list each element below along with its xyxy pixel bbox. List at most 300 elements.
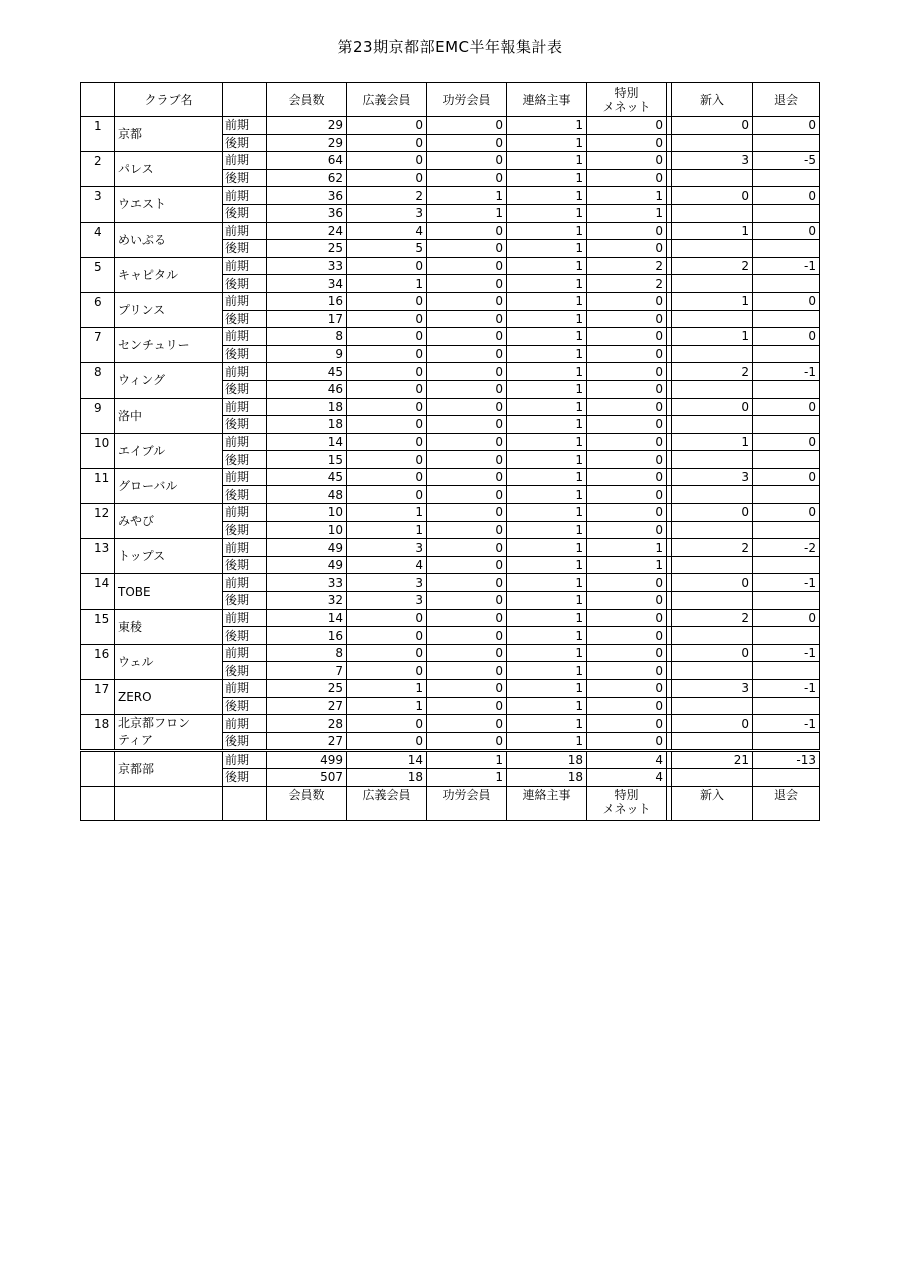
cell-renraku: 1 [507,556,587,574]
cell-special: 1 [587,204,667,222]
cell-kougi: 0 [347,134,427,152]
period-label: 前期 [223,751,267,769]
cell-new [672,275,753,293]
cell-kourou: 0 [427,556,507,574]
club-row [81,574,820,592]
cell-members: 48 [267,486,347,504]
period-label: 前期 [223,187,267,205]
cell-renraku: 1 [507,504,587,522]
cell-new: 2 [672,609,753,627]
cell-special: 0 [587,222,667,240]
cell-members: 49 [267,539,347,557]
cell-kougi: 0 [347,363,427,381]
club-name [115,715,223,751]
cell-renraku: 1 [507,117,587,135]
total-rows [81,751,820,821]
period-label: 前期 [223,117,267,135]
cell-kourou: 0 [427,363,507,381]
cell-renraku: 1 [507,169,587,187]
header-retire: 退会 [753,83,820,117]
cell-new: 0 [672,715,753,733]
period-label: 後期 [223,556,267,574]
cell-members: 9 [267,345,347,363]
club-name: 洛中 [115,398,223,433]
cell-members: 7 [267,662,347,680]
total-number [81,751,115,787]
period-label: 後期 [223,416,267,434]
cell-special: 0 [587,117,667,135]
footer-special-line2: メネット [602,801,651,816]
cell-new [672,592,753,610]
cell-members: 15 [267,451,347,469]
page-title: 第23期京都部EMC半年報集計表 [337,38,563,56]
cell-special: 0 [587,363,667,381]
cell-kourou: 0 [427,398,507,416]
cell-retire: -1 [753,574,820,592]
period-label: 後期 [223,769,267,787]
cell-kougi: 0 [347,609,427,627]
cell-members: 36 [267,187,347,205]
cell-kourou: 0 [427,662,507,680]
cell-new: 0 [672,644,753,662]
cell-retire [753,769,820,787]
club-name: 東稜 [115,609,223,644]
cell-members: 10 [267,521,347,539]
club-row [81,328,820,346]
footer-special [587,786,667,820]
cell-kougi: 0 [347,662,427,680]
club-row [81,609,820,627]
header-members: 会員数 [267,83,347,117]
cell-special: 0 [587,486,667,504]
club-number: 13 [81,539,115,574]
header-special-line2: メネット [602,99,651,114]
club-row [81,222,820,240]
club-rows [81,117,820,751]
cell-retire: 0 [753,292,820,310]
cell-renraku: 1 [507,715,587,733]
table-header-row [81,83,820,117]
period-label: 前期 [223,539,267,557]
cell-members: 25 [267,240,347,258]
club-row [81,680,820,698]
club-row [81,152,820,170]
header-new: 新入 [672,83,753,117]
cell-members: 10 [267,504,347,522]
cell-members: 33 [267,257,347,275]
cell-renraku: 1 [507,204,587,222]
cell-new [672,380,753,398]
cell-new: 0 [672,117,753,135]
club-number: 1 [81,117,115,152]
cell-new: 2 [672,539,753,557]
cell-kourou: 0 [427,416,507,434]
cell-special: 4 [587,769,667,787]
cell-members: 18 [267,416,347,434]
cell-members: 25 [267,680,347,698]
cell-members: 27 [267,732,347,750]
club-name: トップス [115,539,223,574]
cell-kourou: 1 [427,751,507,769]
cell-special: 0 [587,134,667,152]
cell-new [672,769,753,787]
cell-renraku: 1 [507,592,587,610]
cell-retire [753,451,820,469]
period-label: 後期 [223,451,267,469]
period-label: 後期 [223,697,267,715]
cell-special: 0 [587,715,667,733]
header-kourou: 功労会員 [427,83,507,117]
table-footer-header-row [81,786,820,820]
cell-kougi: 3 [347,539,427,557]
cell-members: 8 [267,328,347,346]
cell-kougi: 1 [347,680,427,698]
cell-renraku: 1 [507,539,587,557]
cell-special: 2 [587,275,667,293]
cell-kourou: 0 [427,574,507,592]
period-label: 後期 [223,310,267,328]
cell-retire: -13 [753,751,820,769]
period-label: 前期 [223,574,267,592]
cell-new: 1 [672,328,753,346]
cell-renraku: 1 [507,222,587,240]
cell-kougi: 0 [347,486,427,504]
period-label: 前期 [223,644,267,662]
cell-retire: -1 [753,257,820,275]
cell-retire [753,310,820,328]
cell-new [672,732,753,750]
cell-new [672,521,753,539]
cell-retire [753,627,820,645]
cell-renraku: 1 [507,275,587,293]
cell-kourou: 0 [427,697,507,715]
cell-renraku: 1 [507,680,587,698]
cell-kourou: 0 [427,152,507,170]
club-number: 3 [81,187,115,222]
cell-kougi: 0 [347,627,427,645]
cell-special: 0 [587,680,667,698]
period-label: 後期 [223,134,267,152]
cell-kougi: 3 [347,574,427,592]
club-number: 17 [81,680,115,715]
club-name-line: 北京都フロン [118,716,191,731]
cell-retire: -1 [753,644,820,662]
cell-members: 14 [267,609,347,627]
cell-special: 0 [587,644,667,662]
cell-renraku: 1 [507,380,587,398]
cell-kourou: 0 [427,521,507,539]
cell-kourou: 0 [427,627,507,645]
cell-kourou: 0 [427,504,507,522]
cell-kougi: 5 [347,240,427,258]
cell-special: 0 [587,292,667,310]
club-number: 12 [81,504,115,539]
footer-members: 会員数 [267,786,347,820]
cell-kougi: 1 [347,521,427,539]
cell-new [672,345,753,363]
period-label: 後期 [223,380,267,398]
cell-new: 0 [672,187,753,205]
cell-new [672,240,753,258]
period-label: 前期 [223,398,267,416]
cell-special: 2 [587,257,667,275]
footer-period [223,786,267,820]
cell-retire [753,380,820,398]
club-name: グローバル [115,468,223,503]
summary-table [80,82,820,821]
cell-special: 0 [587,240,667,258]
cell-kougi: 0 [347,715,427,733]
header-special-line1: 特別 [614,85,639,100]
club-row [81,715,820,733]
cell-retire [753,275,820,293]
cell-special: 0 [587,662,667,680]
cell-kougi: 0 [347,451,427,469]
cell-members: 34 [267,275,347,293]
cell-members: 17 [267,310,347,328]
cell-new: 0 [672,504,753,522]
cell-kourou: 0 [427,451,507,469]
footer-club [115,786,223,820]
cell-special: 0 [587,310,667,328]
cell-new: 1 [672,433,753,451]
cell-new: 3 [672,152,753,170]
club-row [81,292,820,310]
period-label: 後期 [223,240,267,258]
cell-kougi: 0 [347,732,427,750]
cell-retire: 0 [753,328,820,346]
period-label: 前期 [223,504,267,522]
cell-kourou: 0 [427,486,507,504]
cell-new [672,556,753,574]
cell-new: 0 [672,398,753,416]
cell-members: 24 [267,222,347,240]
cell-kourou: 0 [427,380,507,398]
cell-special: 1 [587,556,667,574]
club-number: 7 [81,328,115,363]
period-label: 後期 [223,732,267,750]
cell-special: 1 [587,539,667,557]
cell-kougi: 0 [347,416,427,434]
cell-renraku: 1 [507,257,587,275]
cell-new: 21 [672,751,753,769]
cell-retire: 0 [753,468,820,486]
cell-renraku: 1 [507,416,587,434]
cell-new: 2 [672,363,753,381]
cell-kougi: 0 [347,310,427,328]
header-club: クラブ名 [115,83,223,117]
footer-renraku: 連絡主事 [507,786,587,820]
club-number: 10 [81,433,115,468]
cell-new [672,169,753,187]
cell-kougi: 3 [347,592,427,610]
cell-renraku: 1 [507,486,587,504]
cell-new [672,486,753,504]
cell-renraku: 18 [507,751,587,769]
cell-renraku: 1 [507,398,587,416]
cell-kourou: 0 [427,134,507,152]
period-label: 後期 [223,275,267,293]
cell-retire: -1 [753,680,820,698]
cell-new: 3 [672,680,753,698]
cell-members: 45 [267,363,347,381]
period-label: 前期 [223,222,267,240]
cell-kourou: 1 [427,769,507,787]
period-label: 後期 [223,486,267,504]
club-row [81,433,820,451]
cell-special: 0 [587,328,667,346]
cell-new: 0 [672,574,753,592]
cell-kougi: 4 [347,222,427,240]
cell-kougi: 0 [347,152,427,170]
cell-members: 29 [267,134,347,152]
cell-new [672,662,753,680]
club-row [81,539,820,557]
cell-renraku: 1 [507,468,587,486]
club-number: 6 [81,292,115,327]
cell-retire: -1 [753,363,820,381]
cell-special: 0 [587,468,667,486]
cell-kougi: 0 [347,433,427,451]
club-name: みやび [115,504,223,539]
club-name: エイブル [115,433,223,468]
cell-retire: 0 [753,117,820,135]
cell-renraku: 18 [507,769,587,787]
club-row [81,468,820,486]
period-label: 前期 [223,468,267,486]
cell-retire [753,697,820,715]
period-label: 前期 [223,152,267,170]
club-name: ZERO [115,680,223,715]
cell-retire [753,204,820,222]
cell-kourou: 0 [427,310,507,328]
cell-kourou: 0 [427,433,507,451]
club-number: 5 [81,257,115,292]
cell-special: 0 [587,451,667,469]
cell-retire [753,416,820,434]
cell-kourou: 1 [427,204,507,222]
club-name: プリンス [115,292,223,327]
cell-kourou: 0 [427,592,507,610]
cell-members: 33 [267,574,347,592]
club-name: パレス [115,152,223,187]
cell-new: 1 [672,222,753,240]
cell-kougi: 18 [347,769,427,787]
cell-kourou: 0 [427,117,507,135]
cell-kourou: 1 [427,187,507,205]
club-row [81,644,820,662]
club-name: ウェル [115,644,223,679]
club-number: 18 [81,715,115,751]
cell-renraku: 1 [507,433,587,451]
cell-new [672,697,753,715]
cell-kougi: 0 [347,380,427,398]
period-label: 後期 [223,204,267,222]
period-label: 後期 [223,169,267,187]
cell-kougi: 0 [347,292,427,310]
header-period [223,83,267,117]
period-label: 前期 [223,433,267,451]
cell-kourou: 0 [427,468,507,486]
cell-renraku: 1 [507,662,587,680]
cell-members: 62 [267,169,347,187]
cell-retire [753,556,820,574]
cell-retire [753,240,820,258]
cell-special: 1 [587,187,667,205]
cell-retire: 0 [753,398,820,416]
header-no [81,83,115,117]
club-number: 8 [81,363,115,398]
header-renraku: 連絡主事 [507,83,587,117]
cell-retire [753,592,820,610]
cell-retire: 0 [753,222,820,240]
header-special [587,83,667,117]
cell-kougi: 0 [347,328,427,346]
header-kougi: 広義会員 [347,83,427,117]
cell-renraku: 1 [507,521,587,539]
cell-new: 3 [672,468,753,486]
cell-special: 0 [587,152,667,170]
cell-members: 46 [267,380,347,398]
cell-renraku: 1 [507,345,587,363]
cell-special: 0 [587,169,667,187]
cell-retire: -5 [753,152,820,170]
cell-members: 507 [267,769,347,787]
cell-kourou: 0 [427,732,507,750]
cell-special: 0 [587,732,667,750]
cell-kourou: 0 [427,292,507,310]
cell-kougi: 0 [347,117,427,135]
club-name: センチュリー [115,328,223,363]
period-label: 後期 [223,662,267,680]
cell-members: 64 [267,152,347,170]
club-name: 京都 [115,117,223,152]
cell-special: 0 [587,574,667,592]
period-label: 前期 [223,257,267,275]
cell-kougi: 0 [347,257,427,275]
cell-retire [753,345,820,363]
cell-retire [753,134,820,152]
cell-new [672,451,753,469]
cell-special: 0 [587,609,667,627]
club-row [81,398,820,416]
cell-members: 45 [267,468,347,486]
club-number: 16 [81,644,115,679]
cell-special: 0 [587,433,667,451]
period-label: 前期 [223,715,267,733]
footer-new: 新入 [672,786,753,820]
club-number: 2 [81,152,115,187]
cell-members: 49 [267,556,347,574]
cell-renraku: 1 [507,697,587,715]
cell-kougi: 3 [347,204,427,222]
cell-new: 2 [672,257,753,275]
cell-kougi: 0 [347,468,427,486]
cell-kourou: 0 [427,257,507,275]
cell-renraku: 1 [507,609,587,627]
cell-kourou: 0 [427,644,507,662]
footer-retire: 退会 [753,786,820,820]
cell-new [672,310,753,328]
cell-kourou: 0 [427,328,507,346]
club-name: ウエスト [115,187,223,222]
club-number: 4 [81,222,115,257]
cell-retire [753,486,820,504]
cell-members: 36 [267,204,347,222]
club-number: 11 [81,468,115,503]
period-label: 前期 [223,609,267,627]
footer-kougi: 広義会員 [347,786,427,820]
